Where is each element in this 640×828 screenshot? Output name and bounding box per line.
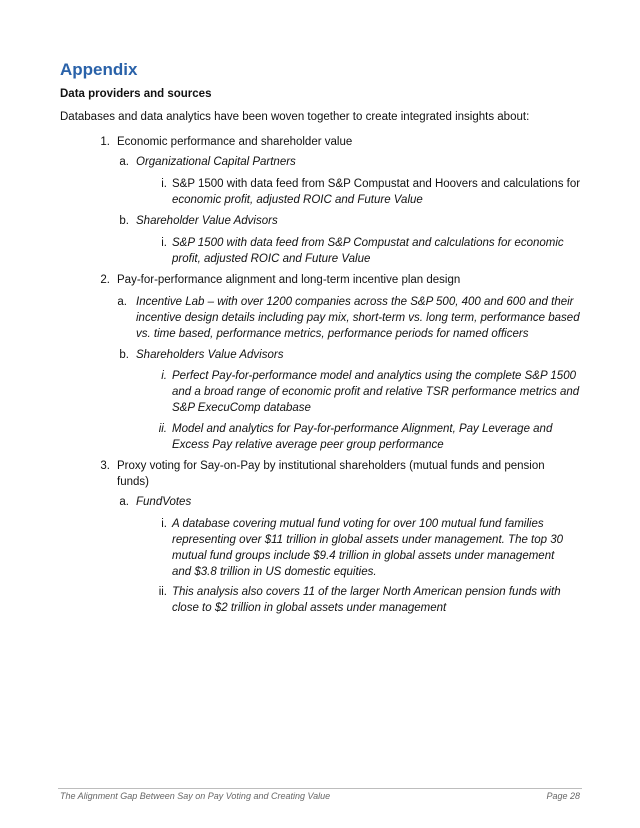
- roman-item-text: [172, 176, 580, 208]
- text-line: incentive design details including pay mix, short-term vs. long term, performance based: [136, 312, 580, 324]
- list-number: 3.: [100, 460, 110, 472]
- list-item-text: Economic performance and shareholder value: [117, 136, 353, 148]
- list-number: 1.: [100, 136, 110, 148]
- list-item-text: Pay-for-performance alignment and long-term incentive plan design: [117, 274, 461, 286]
- roman-item-text: [172, 584, 561, 616]
- roman-numeral: i.: [161, 178, 167, 190]
- text-line: Proxy voting for Say-on-Pay by institutional shareholders (mutual funds and pension: [117, 460, 545, 472]
- sublist-letter: a.: [119, 496, 129, 508]
- intro-paragraph: Databases and data analytics have been woven together to create integrated insights about:: [60, 111, 530, 123]
- text-line: A database covering mutual fund voting for over 100 mutual fund families: [172, 518, 544, 530]
- sublist-letter: a.: [117, 296, 127, 308]
- text-line: and a broad range of economic profit and relative TSR performance metrics and: [172, 386, 580, 398]
- footer-document-title: The Alignment Gap Between Say on Pay Voting and Creating Value: [60, 791, 331, 801]
- page-number: Page 28: [546, 791, 580, 801]
- list-item-text: [117, 458, 545, 490]
- text-line: This analysis also covers 11 of the larger North American pension funds with: [172, 586, 561, 598]
- roman-item-text: [172, 368, 579, 416]
- sublist-letter: b.: [119, 349, 129, 361]
- sublist-item-text: Shareholder Value Advisors: [136, 215, 278, 227]
- sublist-letter: a.: [119, 156, 129, 168]
- roman-numeral: i.: [161, 237, 167, 249]
- text-line: S&P 1500 with data feed from S&P Compustat and Hoovers and calculations for: [172, 178, 581, 190]
- text-line: Incentive Lab – with over 1200 companies across the S&P 500, 400 and 600 and their: [136, 296, 574, 308]
- text-line: close to $2 trillion in global assets under management: [172, 602, 447, 614]
- sublist-letter: b.: [119, 215, 129, 227]
- list-number: 2.: [100, 274, 110, 286]
- roman-numeral: ii.: [158, 586, 167, 598]
- text-line: vs. time based, performance metrics, performance periods for named officers: [136, 328, 529, 340]
- text-line: mutual fund groups include $9.4 trillion in global assets under management: [172, 550, 555, 562]
- roman-numeral: i.: [161, 370, 167, 382]
- text-line: S&P 1500 with data feed from S&P Compustat and calculations for economic: [172, 237, 564, 249]
- text-line: Model and analytics for Pay-for-performance Alignment, Pay Leverage and: [172, 423, 553, 435]
- section-subheading: Data providers and sources: [60, 88, 212, 100]
- text-line: Perfect Pay-for-performance model and analytics using the complete S&P 1500: [172, 370, 576, 382]
- text-line: and $3.8 trillion in US domestic equities.: [172, 566, 377, 578]
- text-line: S&P ExecuComp database: [172, 402, 311, 414]
- roman-numeral: ii.: [158, 423, 167, 435]
- sublist-item-text: Shareholders Value Advisors: [136, 349, 284, 361]
- roman-item-text: [172, 235, 564, 267]
- roman-item-text: [172, 516, 563, 580]
- text-line: Excess Pay relative average peer group performance: [172, 439, 444, 451]
- page-title: Appendix: [60, 60, 138, 79]
- text-line: profit, adjusted ROIC and Future Value: [172, 253, 371, 265]
- sublist-item-text: Organizational Capital Partners: [136, 156, 296, 168]
- text-line: economic profit, adjusted ROIC and Future Value: [172, 194, 423, 206]
- roman-numeral: i.: [161, 518, 167, 530]
- text-line: funds): [117, 476, 149, 488]
- sublist-item-text: FundVotes: [136, 496, 192, 508]
- roman-item-text: [172, 421, 552, 453]
- footer-divider: [58, 788, 582, 789]
- sublist-item-text: [136, 294, 580, 342]
- text-line: representing over $11 trillion in global assets under management. The top 30: [172, 534, 564, 546]
